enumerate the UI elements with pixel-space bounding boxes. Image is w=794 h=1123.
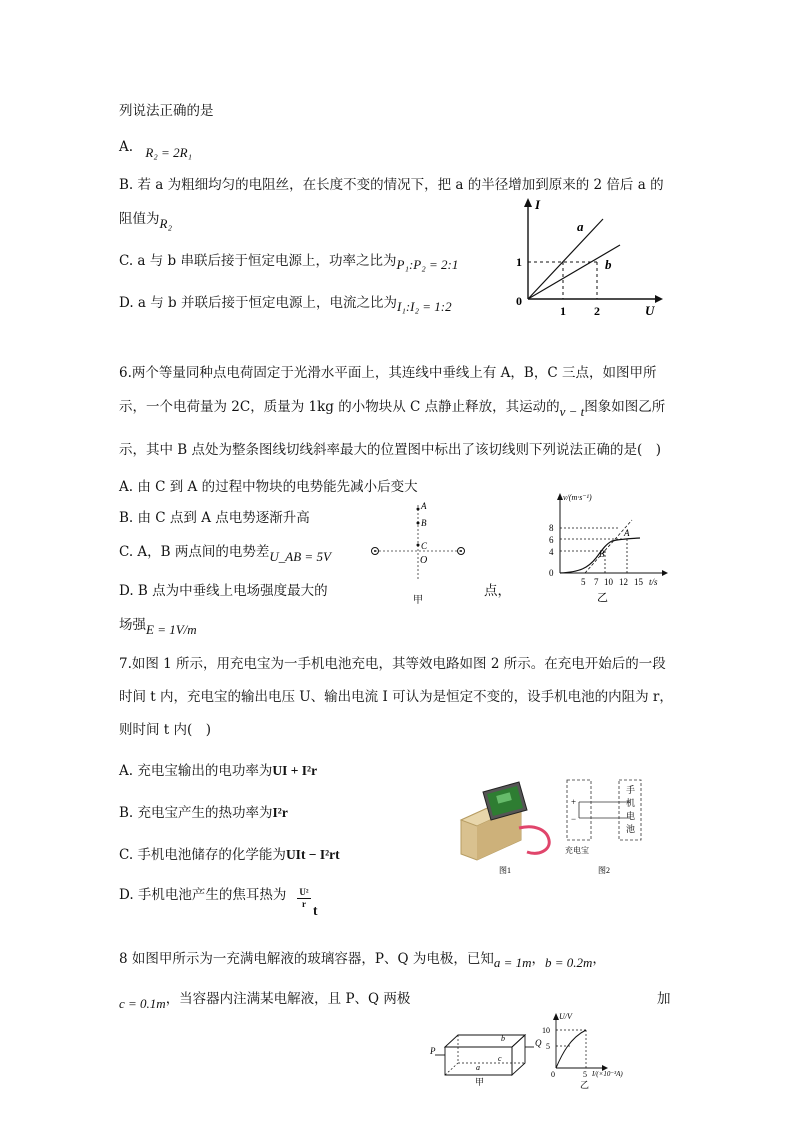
q6-fig-jia-A: A [421, 501, 427, 511]
q8-fig-yi-ytick-5: 5 [546, 1042, 550, 1051]
q8-line1-formula-b: b = 0.2m [545, 955, 593, 970]
q7-fig2-battery-1: 手 [626, 785, 636, 795]
q8-fig-yi-caption: 乙 [580, 1080, 590, 1090]
q7-option-b-text: B. 充电宝产生的热功率为 [119, 805, 273, 821]
q7-fig2-plus: + [571, 797, 577, 807]
q5-option-a-label: A. [119, 139, 134, 155]
q8-fig-yi-xtick-5: 5 [583, 1070, 587, 1079]
q7-fig2-battery-4: 池 [626, 824, 636, 834]
q6-fig-yi-x-label: t/s [649, 577, 658, 587]
q8-line1-text: 8 如图甲所示为一充满电解液的玻璃容器，P、Q 为电极，已知 [119, 951, 494, 967]
q8-line1-formula-a: a = 1m [493, 955, 532, 970]
q6-fig-jia-C: C [421, 541, 428, 551]
q5-option-d-text: D. a 与 b 并联后接于恒定电源上，电流之比为 [119, 295, 397, 311]
q7-option-a-text: A. 充电宝输出的电功率为 [119, 763, 273, 779]
q8-figure-yi [540, 1010, 650, 1090]
q6-fig-yi-xtick-10: 10 [604, 577, 613, 587]
q6-option-b: B. 由 C 点到 A 点电势逐渐升高 [119, 510, 310, 526]
q7-option-d-fraction [296, 887, 312, 910]
q5-option-a-formula: R₂ = 2R₁ [145, 145, 193, 160]
q7-option-a [119, 762, 317, 780]
q7-option-d [119, 886, 286, 904]
q8-fig-jia-Q: Q [535, 1038, 542, 1048]
q7-fig2-battery-3: 电 [626, 811, 636, 821]
q8-line2-tail: 加 [657, 991, 671, 1007]
q5-graph-line-b: b [605, 257, 612, 272]
q5-graph-origin: 0 [516, 294, 522, 308]
q7-option-d-numerator: U² [299, 887, 309, 897]
q6-fig-yi-xtick-15: 15 [634, 577, 643, 587]
q7-option-c [119, 846, 340, 864]
q8-fig-jia-P: P [430, 1046, 436, 1056]
q6-option-d-text2: 场强 [119, 617, 146, 633]
q7-line3: 则时间 t 内( ) [119, 722, 212, 738]
q8-fig-jia-b: b [501, 1034, 505, 1043]
q6-line1: 6.两个等量同种点电荷固定于光滑水平面上，其连线中垂线上有 A，B，C 三点，如图甲所 [119, 365, 657, 381]
q8-line1-sep: ， [531, 951, 545, 967]
q7-option-d-t: t [313, 903, 318, 918]
q7-option-d-denominator: r [302, 899, 306, 909]
q8-fig-yi-y-label: U/V [559, 1012, 572, 1021]
q7-fig2-caption: 图2 [598, 866, 610, 875]
q7-figure-1 [455, 778, 565, 878]
q6-fig-yi-caption: 乙 [597, 592, 608, 604]
q7-fig2-bank-label: 充电宝 [565, 846, 589, 855]
q6-fig-jia-B: B [421, 518, 427, 528]
q6-fig-yi-ytick-0: 0 [549, 568, 554, 578]
q6-fig-jia-caption: 甲 [413, 595, 423, 606]
q6-option-d: D. B 点为中垂线上电场强度最大的 [119, 583, 328, 599]
q5-option-d [119, 294, 452, 312]
q7-option-b [119, 804, 288, 822]
q6-line2 [119, 398, 666, 419]
q6-line2b: 图象如图乙所 [584, 399, 666, 415]
q5-graph-y-label: I [535, 197, 541, 212]
q6-fig-yi-point-a: A [624, 528, 630, 538]
q8-figure-jia [430, 1025, 550, 1087]
q5-graph-tick-x1: 1 [560, 304, 566, 318]
q7-fig2-battery-2: 机 [626, 798, 636, 808]
q7-line1: 7.如图 1 所示，用充电宝为一手机电池充电，其等效电路如图 2 所示。在充电开始后的一段 [119, 656, 666, 672]
q6-fig-yi-ytick-4: 4 [549, 547, 554, 557]
q5-graph-tick-y1: 1 [516, 255, 522, 269]
q6-line2a: 示，一个电荷量为 2C，质量为 1kg 的小物块从 C 点静止释放，其运动的 [119, 399, 560, 415]
q8-line2-formula: c = 0.1m [119, 996, 166, 1011]
q8-fig-jia-c: c [498, 1054, 502, 1063]
q6-option-a: A. 由 C 到 A 的过程中物块的电势能先减小后变大 [119, 479, 418, 495]
q6-fig-yi-ytick-6: 6 [549, 535, 554, 545]
q6-fig-yi-xtick-5: 5 [581, 577, 586, 587]
q5-graph-x-label: U [645, 303, 655, 318]
q6-fig-yi-xtick-7: 7 [594, 577, 599, 587]
q8-fig-yi-x-label: I/(×10⁻³A) [592, 1070, 623, 1078]
q6-figure-jia [365, 495, 475, 605]
q5-option-d-formula: I₁:I₂ = 1:2 [397, 299, 452, 314]
q6-fig-yi-xtick-12: 12 [619, 577, 628, 587]
q6-figure-yi [540, 490, 680, 605]
q7-option-c-text: C. 手机电池储存的化学能为 [119, 847, 286, 863]
q8-line1-end: ， [592, 951, 606, 967]
q5-graph-line-a: a [577, 219, 584, 234]
q5-stem-tail: 列说法正确的是 [119, 103, 214, 119]
q7-option-c-formula: UIt − I²rt [285, 847, 340, 862]
q6-fig-jia-O: O [420, 555, 428, 566]
q5-option-b-line2 [119, 210, 172, 231]
q8-fig-jia-a: a [476, 1063, 480, 1072]
q7-option-a-formula: UI + I²r [272, 763, 318, 778]
q5-option-c-text: C. a 与 b 串联后接于恒定电源上，功率之比为 [119, 253, 397, 269]
q6-line3: 示，其中 B 点处为整条图线切线斜率最大的位置图中标出了该切线则下列说法正确的是( ) [119, 442, 662, 458]
q7-option-b-formula: I²r [272, 805, 288, 820]
q8-line1 [119, 950, 606, 968]
q8-fig-jia-caption: 甲 [475, 1077, 485, 1087]
q5-option-b: B. 若 a 为粗细均匀的电阻丝，在长度不变的情况下，把 a 的半径增加到原来的 2 倍后 a 的 [119, 177, 664, 193]
q5-option-c-formula: P₁:P₂ = 2:1 [396, 257, 459, 272]
q6-fig-yi-point-b: B [599, 549, 605, 559]
q7-line2: 时间 t 内，充电宝的输出电压 U、输出电流 I 可认为是恒定不变的，设手机电池的内阻为 r， [119, 689, 673, 705]
q8-fig-yi-xtick-0: 0 [551, 1070, 555, 1079]
q5-option-a [119, 138, 193, 160]
q6-option-c-formula: U_AB = 5V [269, 549, 331, 564]
q8-line2-text: ，当容器内注满某电解液，且 P、Q 两极 [165, 991, 411, 1007]
q7-figure-2 [562, 776, 652, 878]
q7-fig2-minus: − [571, 814, 577, 824]
q5-iu-graph [505, 195, 665, 320]
q6-option-c-text: C. A，B 两点间的电势差 [119, 544, 270, 560]
q7-option-d-text: D. 手机电池产生的焦耳热为 [119, 887, 287, 903]
q6-fig-yi-ytick-8: 8 [549, 523, 554, 533]
q8-line2 [119, 990, 411, 1011]
q6-option-d-line2 [119, 616, 197, 637]
q5-option-c [119, 252, 458, 270]
q6-fig-yi-y-label: v/(m·s⁻¹) [563, 493, 592, 502]
q6-line2-formula: v − t [559, 404, 585, 419]
q7-fig1-caption: 图1 [499, 866, 511, 875]
q5-graph-tick-x2: 2 [594, 304, 600, 318]
q6-option-c [119, 543, 331, 564]
q5-option-b-text2: 阻值为 [119, 211, 160, 227]
q6-option-d-formula: E = 1V/m [146, 622, 197, 637]
q8-fig-yi-ytick-10: 10 [542, 1026, 550, 1035]
q5-option-b-formula: R₂ [159, 216, 172, 231]
q6-option-d-tail: 点， [484, 583, 511, 599]
